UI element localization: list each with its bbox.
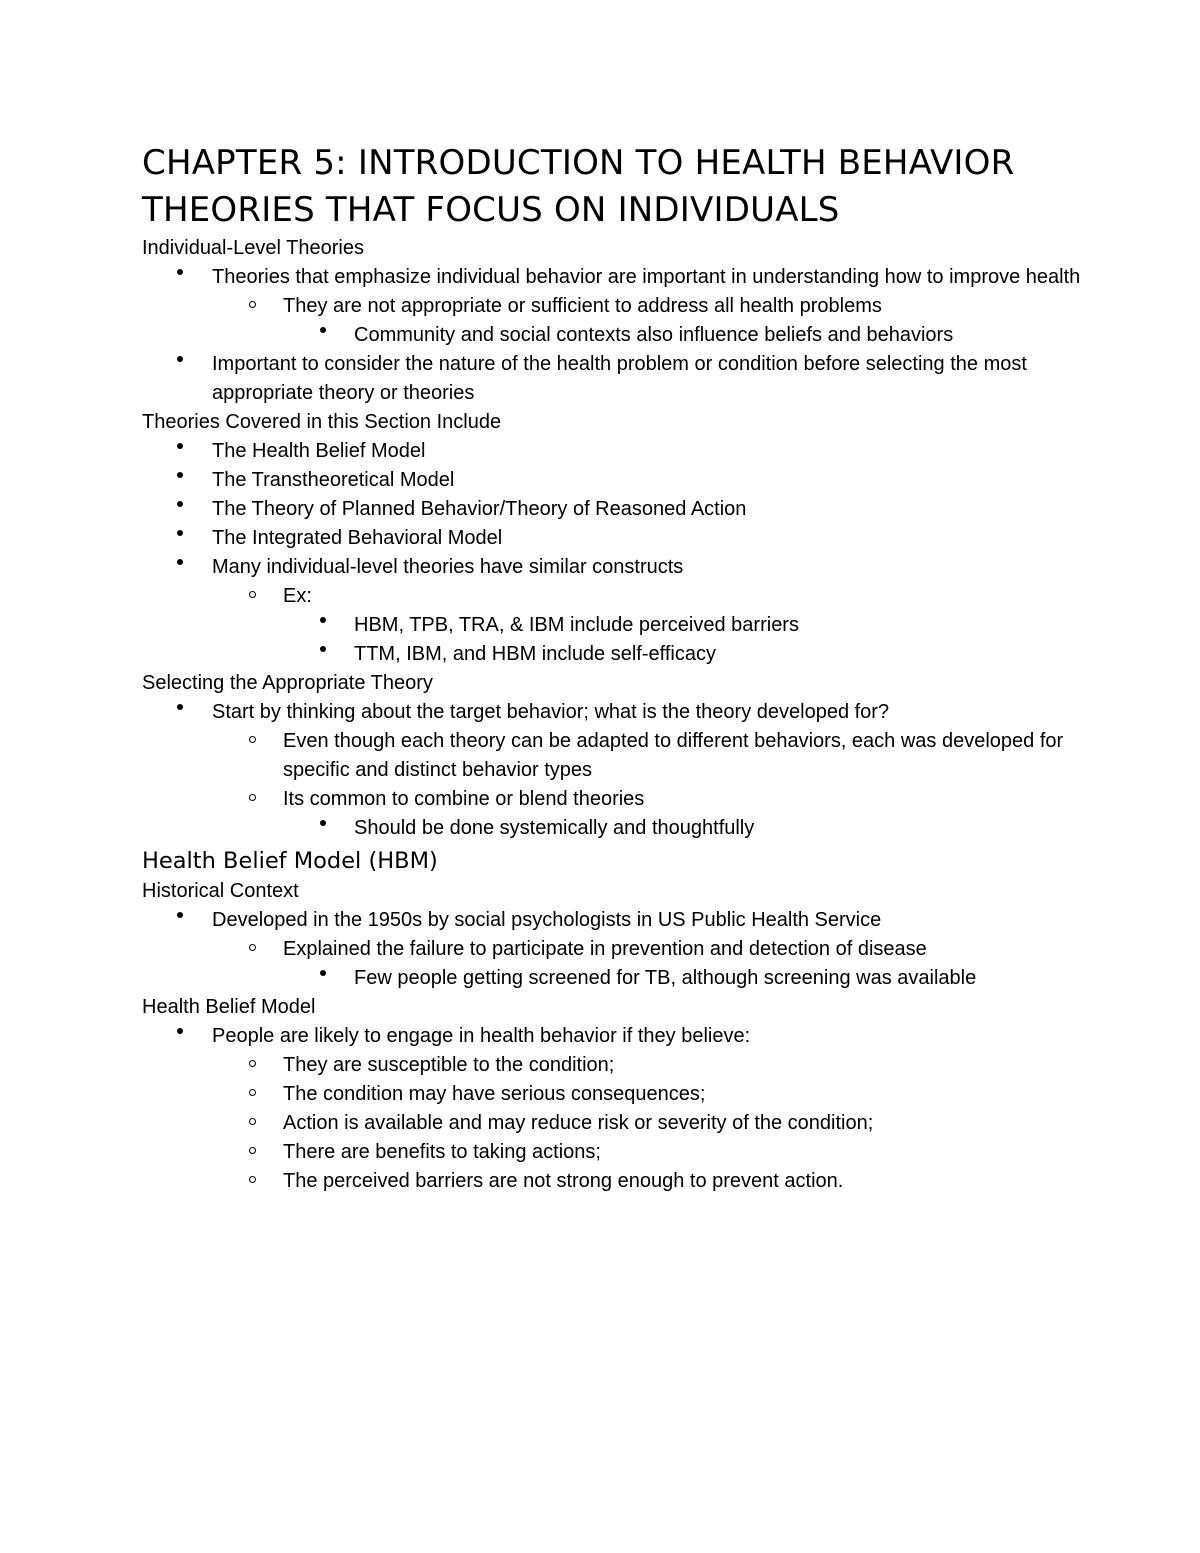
list-item-text: Should be done systemically and thoughtfully [354,817,755,839]
bullet-circle-icon [244,785,260,814]
bullet-disc-icon [172,263,188,292]
bullet-disc-icon [172,437,188,466]
bullet-list [142,1022,1102,1196]
bullet-disc-icon [315,814,331,843]
list-item [142,1022,1102,1051]
document-page [142,140,1102,1196]
section-individual-level-theories [142,234,1102,408]
list-item [142,1051,1102,1080]
list-item-text: The Integrated Behavioral Model [212,527,503,549]
bullet-disc-icon [172,553,188,582]
bullet-disc-icon [172,495,188,524]
section-health-belief-model [142,993,1102,1196]
list-item [142,640,1102,669]
bullet-disc-icon [172,1022,188,1051]
section-historical-context [142,877,1102,993]
list-item [142,466,1102,495]
list-item [142,814,1102,843]
list-item-text: Action is available and may reduce risk or severity of the condition; [283,1112,874,1134]
bullet-disc-icon [172,698,188,727]
list-item [142,321,1102,350]
list-item-text: The Theory of Planned Behavior/Theory of Reasoned Action [212,498,747,520]
list-item [142,1109,1102,1138]
section-heading: Individual-Level Theories [142,237,364,259]
list-item-text: Many individual-level theories have similar constructs [212,556,684,578]
bullet-circle-icon [244,1109,260,1138]
list-item-text: Ex: [283,585,312,607]
list-item [142,437,1102,466]
list-item [142,495,1102,524]
bullet-circle-icon [244,292,260,321]
section-heading: Theories Covered in this Section Include [142,411,502,433]
list-item [142,727,1102,785]
list-item-text: Developed in the 1950s by social psychologists in US Public Health Service [212,909,882,931]
bullet-list [142,437,1102,669]
list-item [142,611,1102,640]
list-item-text: Community and social contexts also influence beliefs and behaviors [354,324,954,346]
section-selecting-theory [142,669,1102,843]
list-item [142,698,1102,727]
list-item-text: Start by thinking about the target behavior; what is the theory developed for? [212,701,890,723]
bullet-disc-icon [172,466,188,495]
list-item-text: Explained the failure to participate in prevention and detection of disease [283,938,927,960]
bullet-circle-icon [244,935,260,964]
bullet-disc-icon [172,350,188,379]
list-item [142,1080,1102,1109]
list-item-text: People are likely to engage in health behavior if they believe: [212,1025,751,1047]
list-item [142,582,1102,611]
page-title: CHAPTER 5: INTRODUCTION TO HEALTH BEHAVIOR THEORIES THAT FOCUS ON INDIVIDUALS [142,143,1015,230]
bullet-circle-icon [244,1051,260,1080]
bullet-list [142,698,1102,843]
section-heading: Health Belief Model [142,996,316,1018]
list-item-text: The condition may have serious consequences; [283,1083,706,1105]
bullet-circle-icon [244,1167,260,1196]
list-item-text: Its common to combine or blend theories [283,788,645,810]
bullet-list [142,906,1102,993]
bullet-circle-icon [244,1138,260,1167]
list-item-text: Even though each theory can be adapted to different behaviors, each was developed for specific and distinct behavior types [283,730,1064,781]
list-item [142,906,1102,935]
list-item-text: They are not appropriate or sufficient to address all health problems [283,295,882,317]
list-item [142,524,1102,553]
bullet-circle-icon [244,582,260,611]
list-item-text: The perceived barriers are not strong enough to prevent action. [283,1170,844,1192]
list-item-text: Important to consider the nature of the health problem or condition before selecting the most appropriate theory or theories [212,353,1027,404]
bullet-list [142,263,1102,408]
bullet-circle-icon [244,1080,260,1109]
list-item-text: The Transtheoretical Model [212,469,455,491]
list-item [142,292,1102,321]
list-item-text: The Health Belief Model [212,440,426,462]
bullet-disc-icon [315,640,331,669]
list-item [142,1138,1102,1167]
list-item-text: TTM, IBM, and HBM include self-efficacy [354,643,716,665]
bullet-disc-icon [172,524,188,553]
list-item [142,964,1102,993]
list-item [142,350,1102,408]
bullet-disc-icon [172,906,188,935]
list-item-text: There are benefits to taking actions; [283,1141,601,1163]
list-item [142,263,1102,292]
bullet-disc-icon [315,964,331,993]
bullet-disc-icon [315,321,331,350]
list-item-text: HBM, TPB, TRA, & IBM include perceived barriers [354,614,799,636]
bullet-circle-icon [244,727,260,756]
section-heading: Historical Context [142,880,299,902]
bullet-disc-icon [315,611,331,640]
list-item [142,785,1102,814]
list-item [142,1167,1102,1196]
hbm-heading: Health Belief Model (HBM) [142,848,438,874]
section-heading: Selecting the Appropriate Theory [142,672,433,694]
list-item-text: Few people getting screened for TB, although screening was available [354,967,977,989]
list-item-text: Theories that emphasize individual behavior are important in understanding how to improve health [212,266,1081,288]
list-item [142,553,1102,582]
list-item [142,935,1102,964]
section-theories-covered [142,408,1102,669]
list-item-text: They are susceptible to the condition; [283,1054,615,1076]
